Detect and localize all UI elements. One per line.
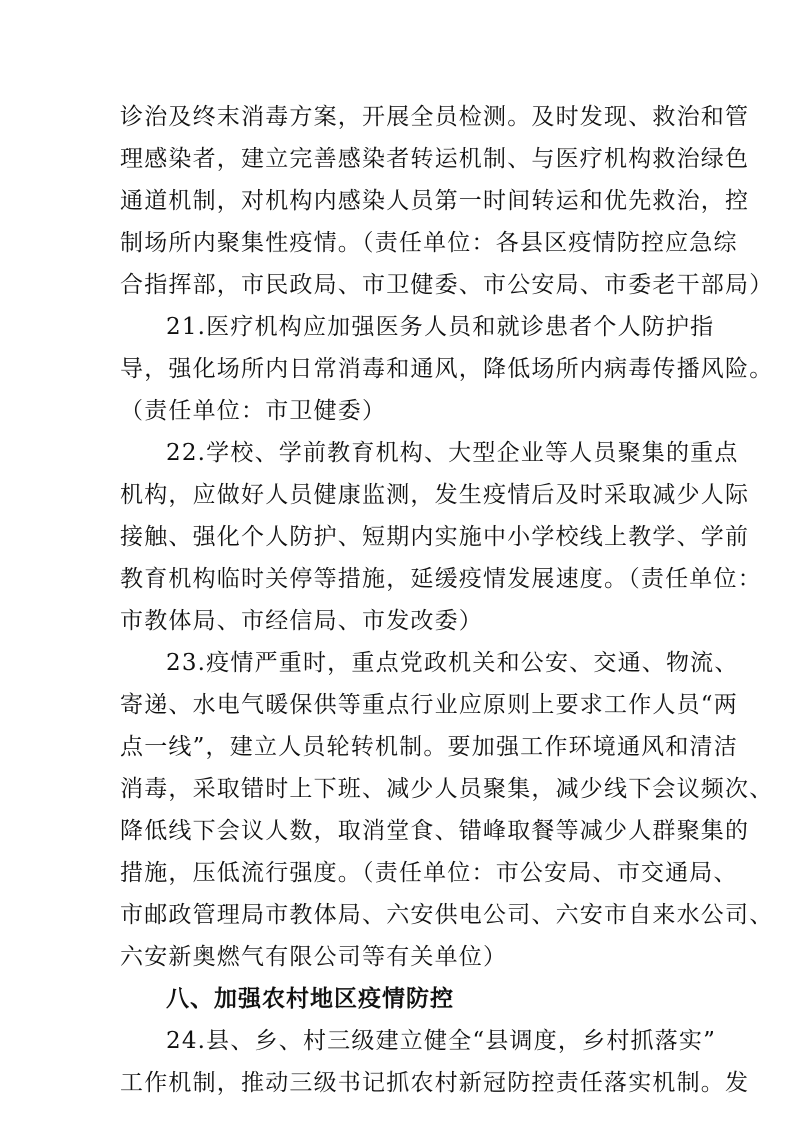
text-line: 接触、强化个人防护、短期内实施中小学校线上教学、学前	[120, 524, 750, 550]
text-line: 合指挥部，市民政局、市卫健委、市公安局、市委老干部局）	[120, 272, 774, 298]
text-line: 措施，压低流行强度。（责任单位：市公安局、市交通局、	[120, 860, 738, 886]
text-line: 通道机制，对机构内感染人员第一时间转运和优先救治，控	[120, 188, 750, 214]
text-line: 消毒，采取错时上下班、减少人员聚集，减少线下会议频次、	[120, 776, 774, 802]
text-line: 制场所内聚集性疫情。（责任单位：各县区疫情防控应急综	[120, 230, 738, 256]
text-line: 点一线”，建立人员轮转机制。要加强工作环境通风和清洁	[120, 734, 738, 760]
item-23-first-line: 23.疫情严重时，重点党政机关和公安、交通、物流、	[166, 650, 739, 676]
text-line: 寄递、水电气暖保供等重点行业应原则上要求工作人员“两	[120, 692, 738, 718]
text-line: 导，强化场所内日常消毒和通风，降低场所内病毒传播风险。	[120, 356, 774, 382]
text-line: 六安新奥燃气有限公司等有关单位）	[120, 944, 508, 970]
text-line: （责任单位：市卫健委）	[120, 398, 387, 424]
item-24-first-line: 24.县、乡、村三级建立健全“县调度，乡村抓落实”	[166, 1028, 717, 1054]
text-line: 市教体局、市经信局、市发改委）	[120, 608, 483, 634]
item-21-first-line: 21.医疗机构应加强医务人员和就诊患者个人防护指	[166, 314, 715, 340]
section-heading: 八、加强农村地区疫情防控	[166, 986, 454, 1012]
item-22-first-line: 22.学校、学前教育机构、大型企业等人员聚集的重点	[166, 440, 739, 466]
text-line: 工作机制，推动三级书记抓农村新冠防控责任落实机制。发	[120, 1070, 750, 1096]
text-line: 降低线下会议人数，取消堂食、错峰取餐等减少人群聚集的	[120, 818, 750, 844]
text-line: 市邮政管理局市教体局、六安供电公司、六安市自来水公司、	[120, 902, 774, 928]
text-line: 诊治及终末消毒方案，开展全员检测。及时发现、救治和管	[120, 104, 750, 130]
text-line: 教育机构临时关停等措施，延缓疫情发展速度。（责任单位：	[120, 566, 762, 592]
text-line: 机构，应做好人员健康监测，发生疫情后及时采取减少人际	[120, 482, 750, 508]
text-line: 理感染者，建立完善感染者转运机制、与医疗机构救治绿色	[120, 146, 750, 172]
